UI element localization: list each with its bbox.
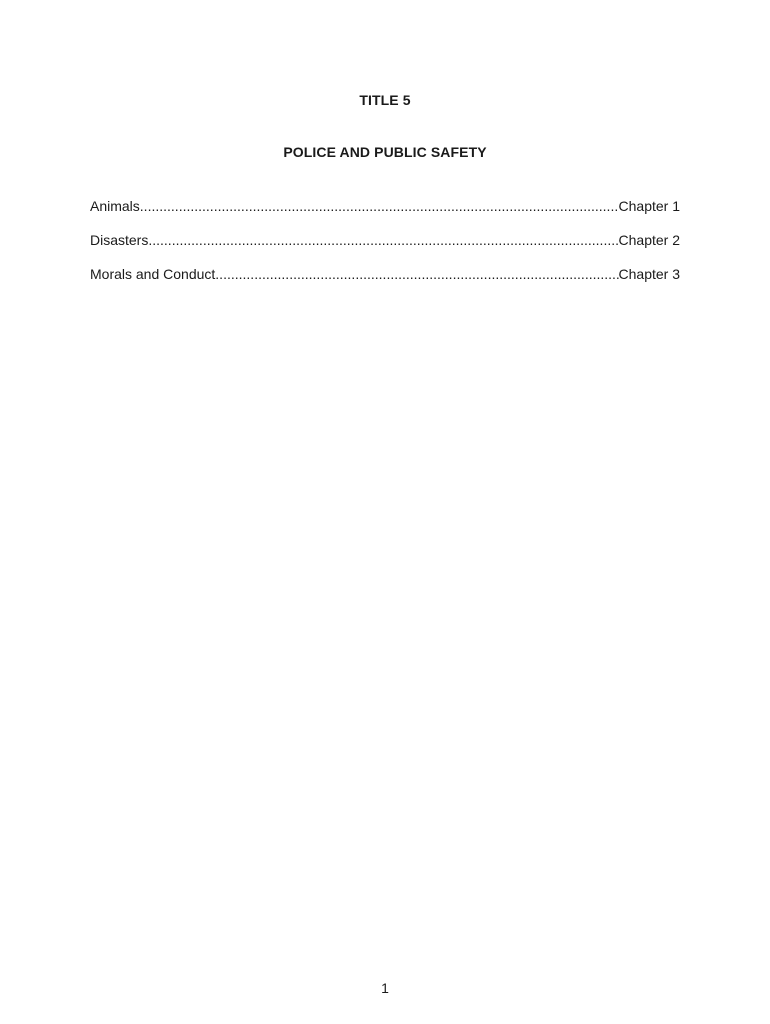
toc-entry-chapter: Chapter 1 xyxy=(618,198,680,214)
table-of-contents xyxy=(90,196,680,298)
document-subtitle: POLICE AND PUBLIC SAFETY xyxy=(283,144,487,160)
toc-dot-leader xyxy=(140,196,619,216)
toc-dot-leader xyxy=(148,230,618,250)
toc-entry-chapter: Chapter 2 xyxy=(618,232,680,248)
toc-entry-label: Disasters xyxy=(90,232,149,248)
toc-entry-disasters xyxy=(90,230,680,250)
page-number: 1 xyxy=(381,980,389,996)
toc-entry-label: Animals xyxy=(90,198,140,214)
document-title: TITLE 5 xyxy=(359,92,411,108)
toc-entry-animals xyxy=(90,196,680,216)
toc-dot-leader xyxy=(215,264,618,284)
toc-entry-label: Morals and Conduct xyxy=(90,266,216,282)
toc-entry-chapter: Chapter 3 xyxy=(618,266,680,282)
toc-entry-morals-and-conduct xyxy=(90,264,680,284)
